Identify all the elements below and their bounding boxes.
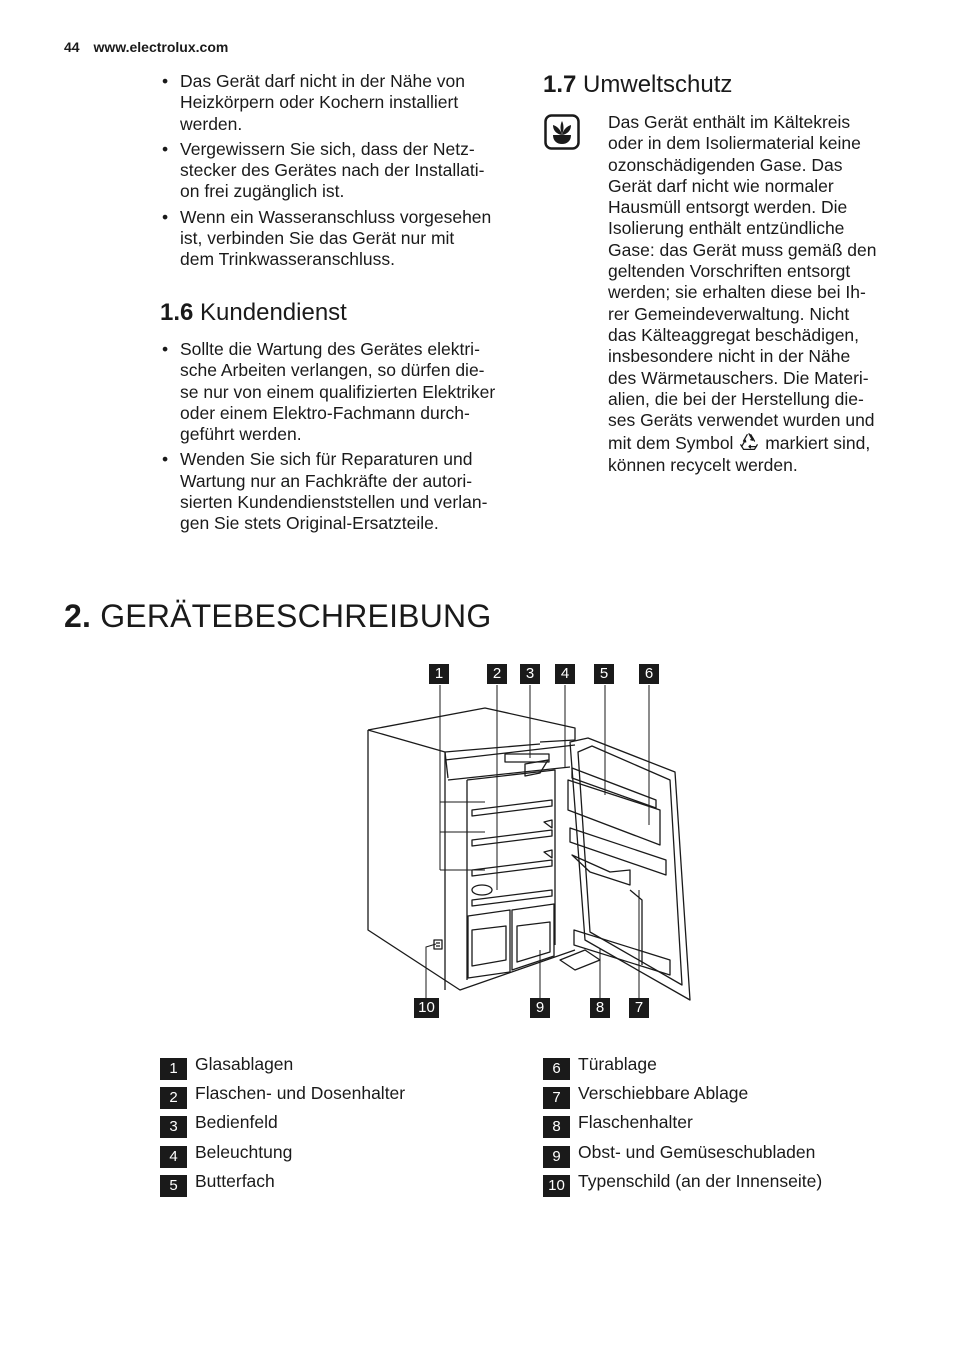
legend-label: Verschiebbare Ablage (578, 1083, 749, 1104)
legend-number: 3 (160, 1116, 187, 1138)
legend-item (160, 1112, 520, 1141)
section-heading-umweltschutz (543, 70, 732, 100)
legend-number: 2 (160, 1087, 187, 1109)
legend-right (543, 1054, 903, 1200)
legend-number: 7 (543, 1087, 570, 1109)
tag-1: 1 (429, 664, 449, 684)
legend-item (543, 1083, 903, 1112)
chapter-title: GERÄTEBESCHREIBUNG (100, 598, 492, 634)
fridge-diagram (360, 660, 700, 1025)
legend-number: 1 (160, 1058, 187, 1080)
legend-number: 10 (543, 1175, 570, 1197)
legend-label: Beleuchtung (195, 1141, 293, 1162)
tag-5: 5 (594, 664, 614, 684)
tag-4: 4 (555, 664, 575, 684)
legend-label: Obst- und Gemüseschubladen (578, 1141, 816, 1162)
legend-item (543, 1112, 903, 1141)
site-url: www.electrolux.com (93, 39, 229, 55)
legend-left (160, 1054, 520, 1200)
bullet-item: • Sollte die Wartung des Gerätes elektri- sche Arbeiten verlangen, so dürfen die- se nur von einem qualifizierten Elektriker oder einem Elektro-Fachmann durch- geführt werden. (160, 339, 520, 445)
bullet-item: • Wenden Sie sich für Reparaturen und Wartung nur an Fachkräfte der autori- sierten Kundendienststellen und verlan- gen Sie stets Original-Ersatzteile. (160, 449, 520, 534)
legend-item (160, 1142, 520, 1171)
page-number: 44 (64, 39, 80, 55)
legend-item (160, 1083, 520, 1112)
tag-8: 8 (590, 998, 610, 1018)
chapter-number: 2. (64, 598, 92, 634)
umweltschutz-text (608, 112, 908, 476)
legend-number: 5 (160, 1175, 187, 1197)
legend-label: Flaschen- und Dosenhalter (195, 1083, 406, 1104)
section-heading-kundendienst (160, 298, 347, 328)
page-header (64, 39, 228, 55)
legend-number: 6 (543, 1058, 570, 1080)
legend-label: Flaschenhalter (578, 1112, 693, 1133)
legend-label: Bedienfeld (195, 1112, 278, 1133)
umweltschutz-text-part1: Das Gerät enthält im Kältekreis oder in dem Isoliermaterial keine ozonschädigenden Gase. Das Gerät darf nicht wie normaler Hausmüll entsorgt werden. Die Isolierung enthält entzündliche Gase: das Gerät muss gemäß den geltenden Vorschriften entsorgt werden; sie erhalten diese bei Ih- rer Gemeindeverwaltung. Nicht das Kälteaggregat beschädigen, insbesondere nicht in der Nähe des Wärmetauschers. Die Materi- alien, die bei der Herstellung die- ses Geräts verwendet wurden und mit dem Symbol (608, 112, 877, 454)
legend-label: Glasablagen (195, 1054, 294, 1074)
tag-6: 6 (639, 664, 659, 684)
legend-number: 8 (543, 1116, 570, 1138)
legend-number: 9 (543, 1146, 570, 1168)
section-title: Umweltschutz (583, 71, 733, 98)
section-number: 1.7 (543, 71, 577, 98)
tag-10: 10 (414, 998, 439, 1018)
recycle-icon (738, 431, 760, 453)
tag-3: 3 (520, 664, 540, 684)
tag-2: 2 (487, 664, 507, 684)
bullet-item: • Das Gerät darf nicht in der Nähe von Heizkörpern oder Kochern installiert werden. (160, 71, 520, 135)
section-number: 1.6 (160, 299, 194, 326)
chapter-heading (64, 597, 491, 635)
top-bullets (160, 71, 520, 275)
bullet-item: • Wenn ein Wasseranschluss vorgesehen ist, verbinden Sie das Gerät nur mit dem Trinkwasseranschluss. (160, 207, 520, 271)
legend-item (543, 1142, 903, 1171)
kundendienst-bullets (160, 339, 520, 539)
legend-label: Typenschild (an der Innenseite) (578, 1170, 823, 1191)
legend-item (160, 1054, 520, 1083)
fridge-drawing (360, 660, 700, 1025)
section-title: Kundendienst (200, 299, 347, 326)
bullet-item: • Vergewissern Sie sich, dass der Netz- stecker des Gerätes nach der Installati- on frei zugänglich ist. (160, 139, 520, 203)
umweltschutz-text-part2: markiert sind, können recycelt werden. (608, 433, 871, 475)
environment-plant-icon (544, 114, 580, 150)
legend-item (543, 1171, 903, 1200)
legend-item (160, 1171, 520, 1200)
legend-number: 4 (160, 1146, 187, 1168)
legend-label: Butterfach (195, 1170, 275, 1191)
legend-label: Türablage (578, 1054, 657, 1074)
tag-9: 9 (530, 998, 550, 1018)
tag-7: 7 (629, 998, 649, 1018)
legend-item (543, 1054, 903, 1083)
